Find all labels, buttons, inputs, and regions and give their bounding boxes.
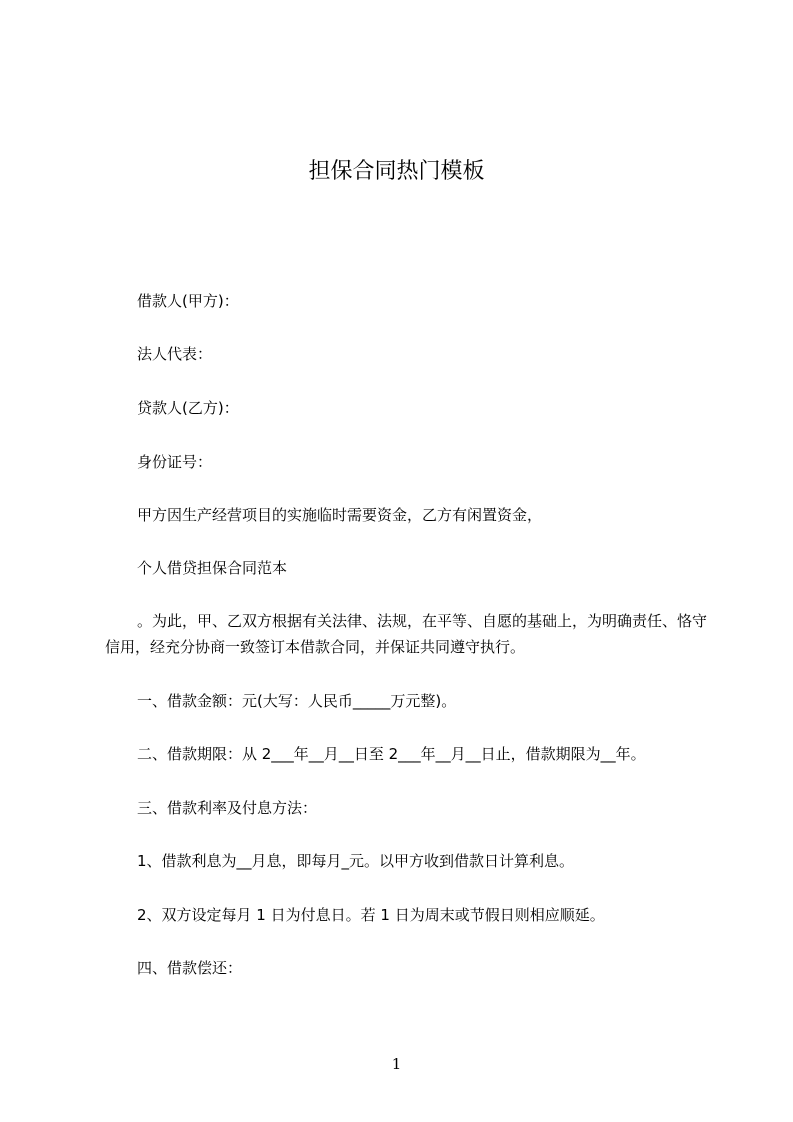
paragraph-purpose: 甲方因生产经营项目的实施临时需要资金，乙方有闲置资金， — [137, 506, 543, 524]
paragraph-interest-1: 1、借款利息为__月息，即每月_元。以甲方收到借款日计算利息。 — [137, 852, 575, 870]
paragraph-interest-heading: 三、借款利率及付息方法： — [137, 799, 318, 817]
paragraph-loan-term: 二、借款期限：从 2___年__月__日至 2___年__月__日止，借款期限为__年。 — [137, 745, 646, 763]
document-title: 担保合同热门模板 — [308, 158, 485, 184]
paragraph-loan-amount: 一、借款金额：元(大写：人民币_____万元整)。 — [137, 692, 457, 710]
paragraph-legal-rep: 法人代表： — [137, 345, 213, 363]
paragraph-repayment-heading: 四、借款偿还： — [137, 959, 243, 977]
paragraph-borrower: 借款人(甲方)： — [137, 292, 239, 310]
paragraph-template-name: 个人借贷担保合同范本 — [137, 559, 288, 577]
paragraph-interest-2: 2、双方设定每月 1 日为付息日。若 1 日为周末或节假日则相应顺延。 — [137, 906, 605, 924]
page-number: 1 — [391, 1055, 402, 1073]
paragraph-lender: 贷款人(乙方)： — [137, 399, 239, 417]
paragraph-id-number: 身份证号： — [137, 453, 213, 471]
paragraph-agreement: 。为此，甲、乙双方根据有关法律、法规，在平等、自愿的基础上，为明确责任、恪守信用，经充分协商一致签订本借款合同，并保证共同遵守执行。 — [105, 612, 708, 656]
